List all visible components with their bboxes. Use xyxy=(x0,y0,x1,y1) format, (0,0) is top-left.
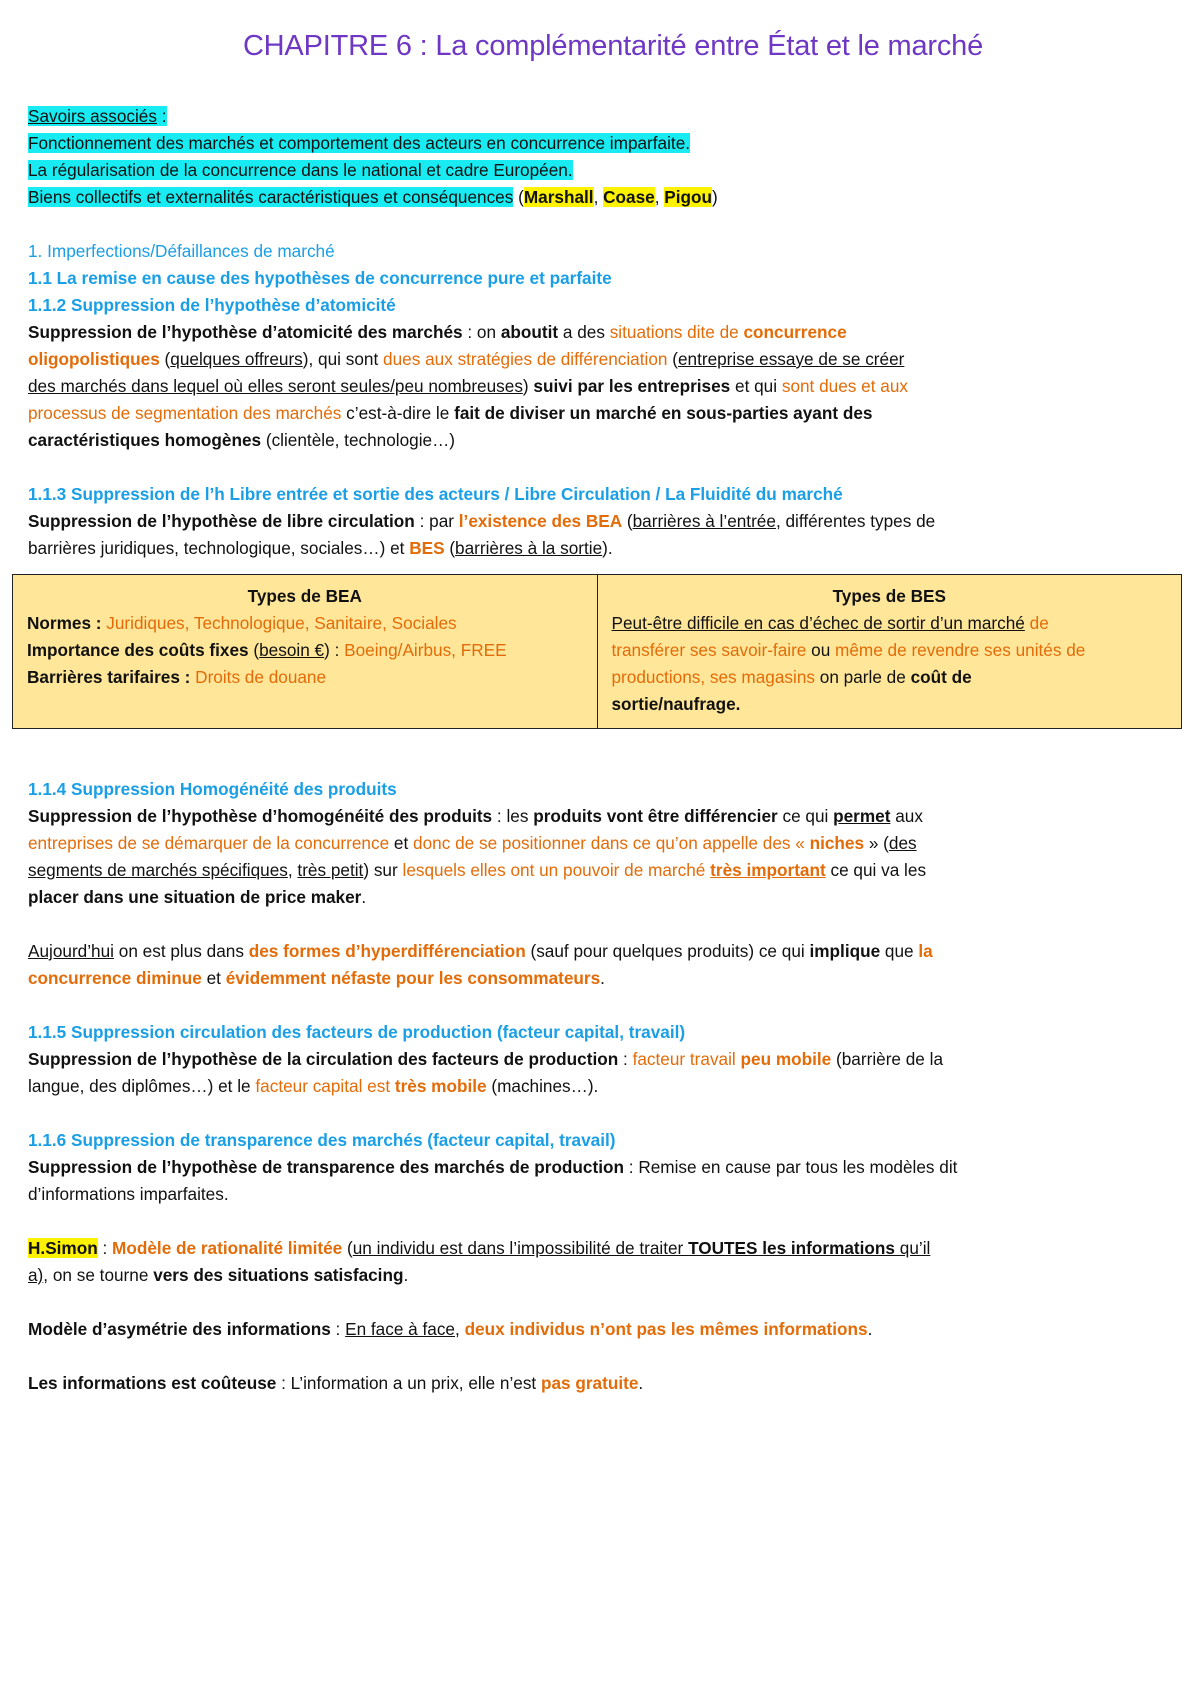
heading-1-1-2: 1.1.2 Suppression de l’hypothèse d’atomicité xyxy=(28,295,396,315)
section-libre-circulation: Suppression de l’hypothèse de libre circulation : par l’existence des BEA (barrières à l’entrée, différentes types de barrières juridiques, technologique, sociales…) et BES (barrières à la sortie). xyxy=(28,511,936,558)
section-transparence: Suppression de l’hypothèse de transparence des marchés de production : Remise en cause par tous les modèles dit d’informations imparfaites. xyxy=(28,1157,958,1204)
savoirs-line-3: Biens collectifs et externalités caractéristiques et conséquences (Marshall, Coase, Pigou) xyxy=(28,187,718,207)
page-title: CHAPITRE 6 : La complémentarité entre État et le marché xyxy=(242,30,984,62)
author-coase: Coase xyxy=(603,187,655,207)
barriers-table xyxy=(12,574,1182,729)
section-facteurs-production: Suppression de l’hypothèse de la circulation des facteurs de production : facteur travail peu mobile (barrière de la langue, des diplômes…) et le facteur capital est très mobile (machines…). xyxy=(28,1049,944,1096)
document-page xyxy=(28,30,1178,1397)
cout-information-paragraph: Les informations est coûteuse : L’information a un prix, elle n’est pas gratuite. xyxy=(28,1373,644,1393)
bes-cell: Types de BES Peut-être difficile en cas d’échec de sortir d’un marché de transférer ses savoir-faire ou même de revendre ses unités de productions, ses magasins on parle de coût de sortie/naufrage. xyxy=(597,575,1182,729)
simon-paragraph: H.Simon : Modèle de rationalité limitée (un individu est dans l’impossibilité de traiter TOUTES les informations qu’il a), on se tourne vers des situations satisfacing. xyxy=(28,1238,931,1285)
heading-1: 1. Imperfections/Défaillances de marché xyxy=(28,241,335,261)
section-atomicite: Suppression de l’hypothèse d’atomicité des marchés : on aboutit a des situations dite de concurrence oligopolistiques (quelques offreurs), qui sont dues aux stratégies de différenciation (entreprise essaye de se créer des marchés dans lequel où elles seront seules/peu nombreuses) suivi par les entreprises et qui sont dues et aux processus de segmentation des marchés c’est-à-dire le fait de diviser un marché en sous-parties ayant des caractéristiques homogènes (clientèle, technologie…) xyxy=(28,322,908,450)
heading-1-1-5: 1.1.5 Suppression circulation des facteurs de production (facteur capital, travail) xyxy=(28,1022,686,1042)
savoirs-heading: Savoirs associés : xyxy=(28,106,167,126)
savoirs-line-2: La régularisation de la concurrence dans le national et cadre Européen. xyxy=(28,160,573,180)
author-pigou: Pigou xyxy=(664,187,713,207)
heading-1-1-4: 1.1.4 Suppression Homogénéité des produits xyxy=(28,779,397,799)
bes-header: Types de BES xyxy=(832,586,946,606)
author-marshall: Marshall xyxy=(523,187,594,207)
heading-1-1: 1.1 La remise en cause des hypothèses de concurrence pure et parfaite xyxy=(28,268,612,288)
heading-1-1-6: 1.1.6 Suppression de transparence des marchés (facteur capital, travail) xyxy=(28,1130,616,1150)
bea-cell: Types de BEA Normes : Juridiques, Technologique, Sanitaire, Sociales Importance des coûts fixes (besoin €) : Boeing/Airbus, FREE Barrières tarifaires : Droits de douane xyxy=(13,575,598,729)
heading-1-1-3: 1.1.3 Suppression de l’h Libre entrée et sortie des acteurs / Libre Circulation / La Fluidité du marché xyxy=(28,484,843,504)
savoirs-associes-block xyxy=(28,103,1178,211)
bea-header: Types de BEA xyxy=(247,586,362,606)
section-homogeneite: Suppression de l’hypothèse d’homogénéité des produits : les produits vont être différencier ce qui permet aux entreprises de se démarquer de la concurrence et donc de se positionner dans ce qu’on appelle des « niches » (des segments de marchés spécifiques, très petit) sur lesquels elles ont un pouvoir de marché très important ce qui va les placer dans une situation de price maker. Aujourd’hui on est plus dans des formes d’hyperdifférenciation (sauf pour quelques produits) ce qui implique que la concurrence diminue et évidemment néfaste pour les consommateurs. xyxy=(28,806,933,988)
simon-highlight: H.Simon xyxy=(28,1238,98,1258)
savoirs-line-1: Fonctionnement des marchés et comportement des acteurs en concurrence imparfaite. xyxy=(28,133,691,153)
asymetrie-paragraph: Modèle d’asymétrie des informations : En face à face, deux individus n’ont pas les mêmes informations. xyxy=(28,1319,873,1339)
